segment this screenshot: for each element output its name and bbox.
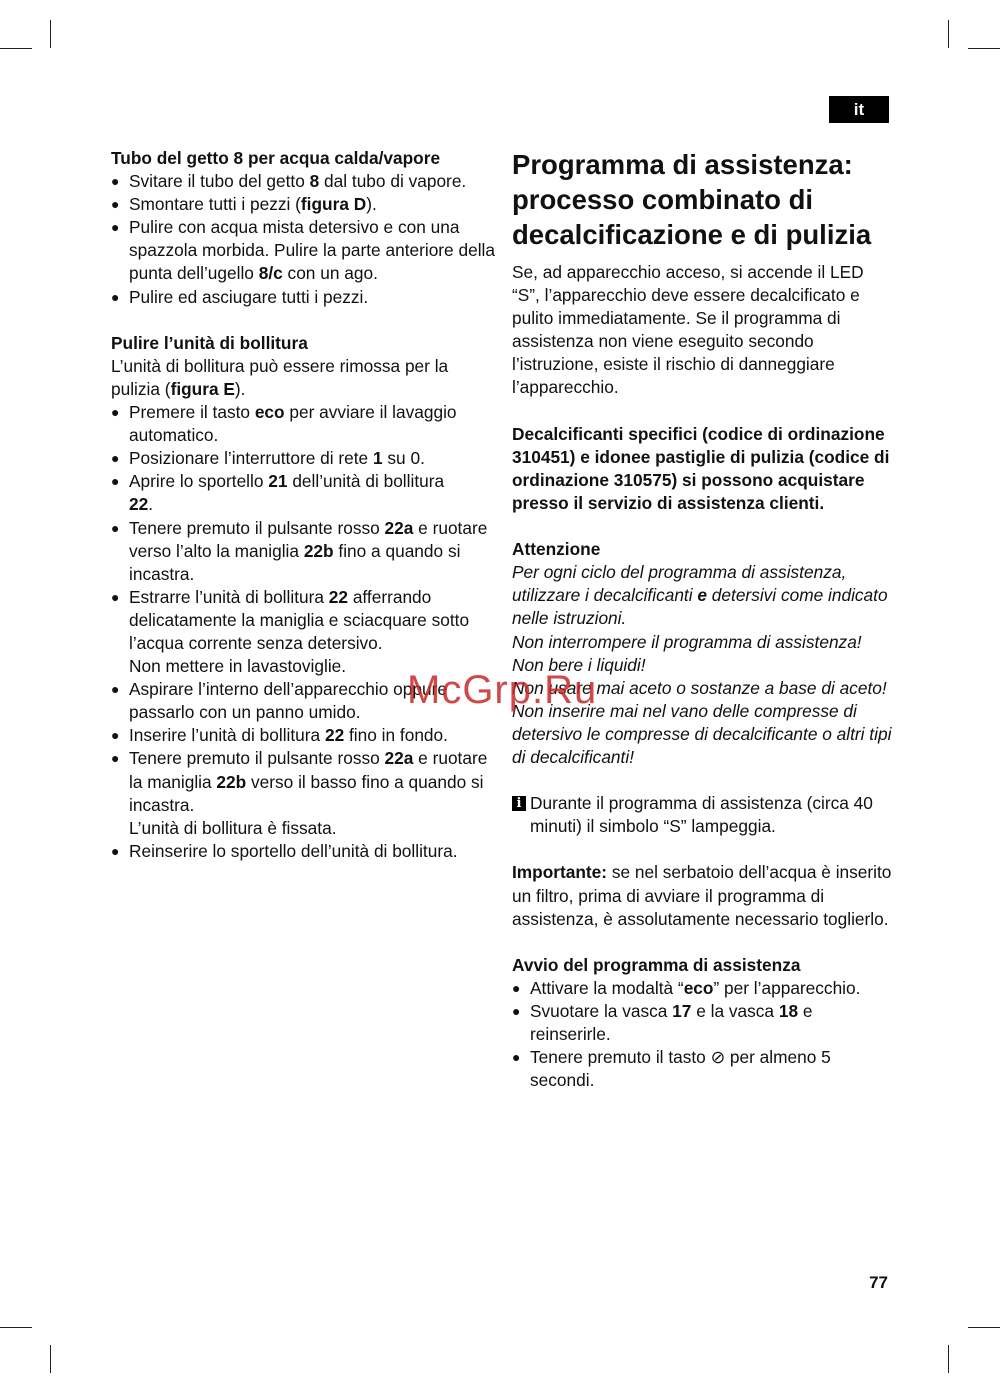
list-item: ● Tenere premuto il pulsante rosso 22a e ruotare la maniglia 22b verso il basso fino a quando si incastra. L’unità di bollitura è fissata. [111, 747, 496, 839]
crop-mark [948, 20, 949, 48]
list-item: ● Tenere premuto il tasto ⊘ per almeno 5 secondi. [512, 1046, 894, 1092]
attention-text: Non bere i liquidi! [512, 654, 646, 675]
attention-text: Per ogni ciclo del programma di assistenza, utilizzare i decalcificanti e detersivi come indicato nelle istruzioni. [512, 562, 888, 629]
page-title: Programma di assistenza: processo combinato di decalcificazione e di pulizia [512, 149, 872, 250]
list-item: ● Svitare il tubo del getto 8 dal tubo di vapore. [111, 170, 496, 193]
crop-mark [948, 1345, 949, 1373]
list-item: ● Svuotare la vasca 17 e la vasca 18 e reinserirle. [512, 1000, 894, 1046]
crop-mark [50, 20, 51, 48]
decalcifier-note: Decalcificanti specifici (codice di ordinazione 310451) e idonee pastiglie di pulizia (codice di ordinazione 310575) si possono acquistare presso il servizio di assistenza clienti. [512, 423, 890, 513]
crop-mark [0, 48, 32, 49]
clean-button-icon: ⊘ [710, 1047, 726, 1068]
list-item: ● Smontare tutti i pezzi (figura D). [111, 193, 496, 216]
crop-mark [968, 48, 1000, 49]
list-item: ● Pulire ed asciugare tutti i pezzi. [111, 286, 496, 309]
brewing-unit-list [111, 401, 496, 863]
important-note: Importante: se nel serbatoio dell’acqua è inserito un filtro, prima di avviare il programma di assistenza, è assolutamente necessario toglierlo. [512, 862, 892, 929]
page-number: 77 [869, 1273, 888, 1292]
list-item: ● Pulire con acqua mista detersivo e con una spazzola morbida. Pulire la parte anteriore della punta dell’ugello 8/c con un ago. [111, 216, 496, 285]
attention-heading: Attenzione [512, 539, 601, 560]
attention-text: Non usare mai aceto o sostanze a base di aceto! [512, 677, 887, 698]
attention-text: Non interrompere il programma di assistenza! [512, 631, 862, 652]
list-item: ● Posizionare l’interruttore di rete 1 su 0. [111, 447, 496, 470]
left-column [111, 147, 496, 863]
list-item: ● Premere il tasto eco per avviare il lavaggio automatico. [111, 401, 496, 447]
attention-text: Non inserire mai nel vano delle compresse di detersivo le compresse di decalcificante o altri tipi di decalcificanti! [512, 700, 892, 767]
list-item: ● Reinserire lo sportello dell’unità di bollitura. [111, 840, 496, 863]
watermark: McGrp.Ru [407, 668, 598, 712]
steam-pipe-list [111, 170, 496, 309]
crop-mark [968, 1327, 1000, 1328]
info-note: i Durante il programma di assistenza (circa 40 minuti) il simbolo “S” lampeggia. [512, 792, 894, 838]
list-item: ● Tenere premuto il pulsante rosso 22a e ruotare verso l’alto la maniglia 22b fino a quando si incastra. [111, 517, 496, 586]
start-program-heading: Avvio del programma di assistenza [512, 954, 801, 975]
info-icon: i [512, 796, 526, 811]
list-item: ● Aprire lo sportello 21 dell’unità di bollitura 22. [111, 470, 496, 516]
list-item: ● Attivare la modaltà “eco” per l’apparecchio. [512, 977, 894, 1000]
intro-paragraph: Se, ad apparecchio acceso, si accende il LED “S”, l’apparecchio deve essere decalcificato e pulito immediatamente. Se il programma di assistenza non viene eseguito secondo l’istruzione, esiste il rischio di danneggiare l’apparecchio. [512, 262, 864, 398]
section-heading-steam-pipe: Tubo del getto 8 per acqua calda/vapore [111, 148, 441, 168]
list-item: ● Estrarre l’unità di bollitura 22 afferrando delicatamente la maniglia e sciacquare sotto l’acqua corrente senza detersivo. Non mettere in lavastoviglie. [111, 586, 496, 678]
crop-mark [0, 1327, 32, 1328]
brewing-unit-intro: L’unità di bollitura può essere rimossa per la pulizia (figura E). [111, 355, 449, 399]
list-item: ● Aspirare l’interno dell’apparecchio oppure passarlo con un panno umido. [111, 678, 496, 724]
language-tab: it [829, 96, 889, 123]
right-column [512, 147, 894, 1092]
list-item: ● Inserire l’unità di bollitura 22 fino in fondo. [111, 724, 496, 747]
section-heading-brewing-unit: Pulire l’unità di bollitura [111, 332, 308, 353]
start-program-list [512, 977, 894, 1092]
crop-mark [50, 1345, 51, 1373]
